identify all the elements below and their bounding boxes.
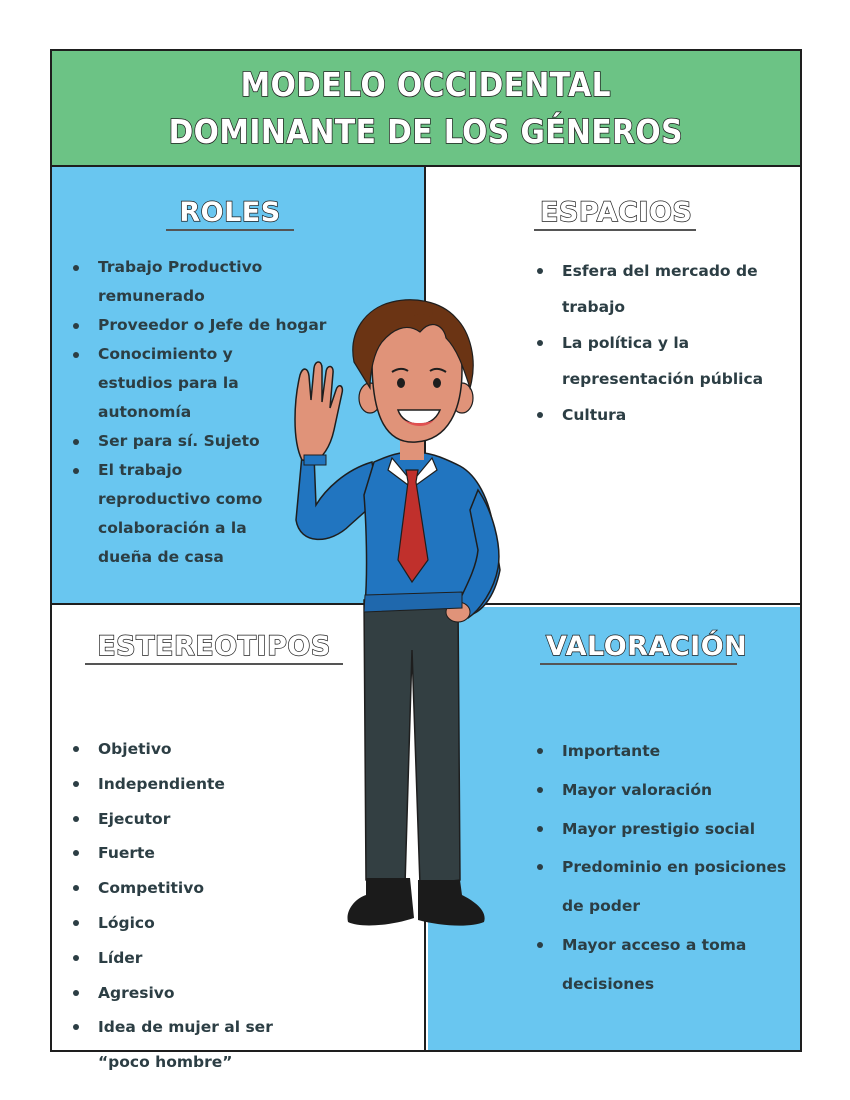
list-item: Líder: [72, 941, 334, 976]
list-item: Mayor acceso a toma decisiones: [536, 926, 762, 1004]
estereotipos-panel: [52, 607, 426, 1072]
list-item: Ser para sí. Sujeto: [72, 427, 332, 456]
espacios-list: [536, 253, 800, 433]
list-item: Objetivo: [72, 732, 334, 767]
roles-panel: [52, 167, 426, 605]
list-item: Competitivo: [72, 871, 334, 906]
page-title-line-1: MODELO OCCIDENTAL: [240, 65, 612, 104]
valoracion-panel: [428, 607, 800, 1050]
header-banner: [52, 51, 800, 167]
list-item: Esfera del mercado de trabajo: [536, 253, 800, 325]
list-item: El trabajo reproductivo como colaboración a la dueña de casa: [72, 456, 273, 572]
list-item: Idea de mujer al ser “poco hombre”: [72, 1010, 328, 1080]
valoracion-list: [536, 732, 800, 1004]
page-title-line-2: DOMINANTE DE LOS GÉNEROS: [168, 112, 684, 151]
list-item: Cultura: [536, 397, 800, 433]
roles-list: [72, 253, 332, 572]
list-item: Trabajo Productivo remunerado: [72, 253, 332, 311]
list-item: Proveedor o Jefe de hogar: [72, 311, 332, 340]
roles-title: ROLES: [166, 197, 294, 231]
list-item: Lógico: [72, 906, 334, 941]
estereotipos-title: ESTEREOTIPOS: [85, 631, 343, 665]
list-item: Importante: [536, 732, 800, 771]
list-item: Agresivo: [72, 976, 334, 1011]
list-item: Predominio en posiciones de poder: [536, 848, 800, 926]
valoracion-title: VALORACIÓN: [540, 631, 737, 665]
list-item: Independiente: [72, 767, 334, 802]
list-item: Mayor prestigio social: [536, 810, 800, 849]
estereotipos-list: [72, 732, 334, 1080]
espacios-panel: [428, 167, 800, 605]
list-item: Mayor valoración: [536, 771, 800, 810]
espacios-title: ESPACIOS: [534, 197, 696, 231]
infographic-frame: [50, 49, 802, 1072]
list-item: Conocimiento y estudios para la autonomía: [72, 340, 298, 427]
list-item: La política y la representación pública: [536, 325, 800, 397]
list-item: Ejecutor: [72, 802, 334, 837]
list-item: Fuerte: [72, 836, 334, 871]
